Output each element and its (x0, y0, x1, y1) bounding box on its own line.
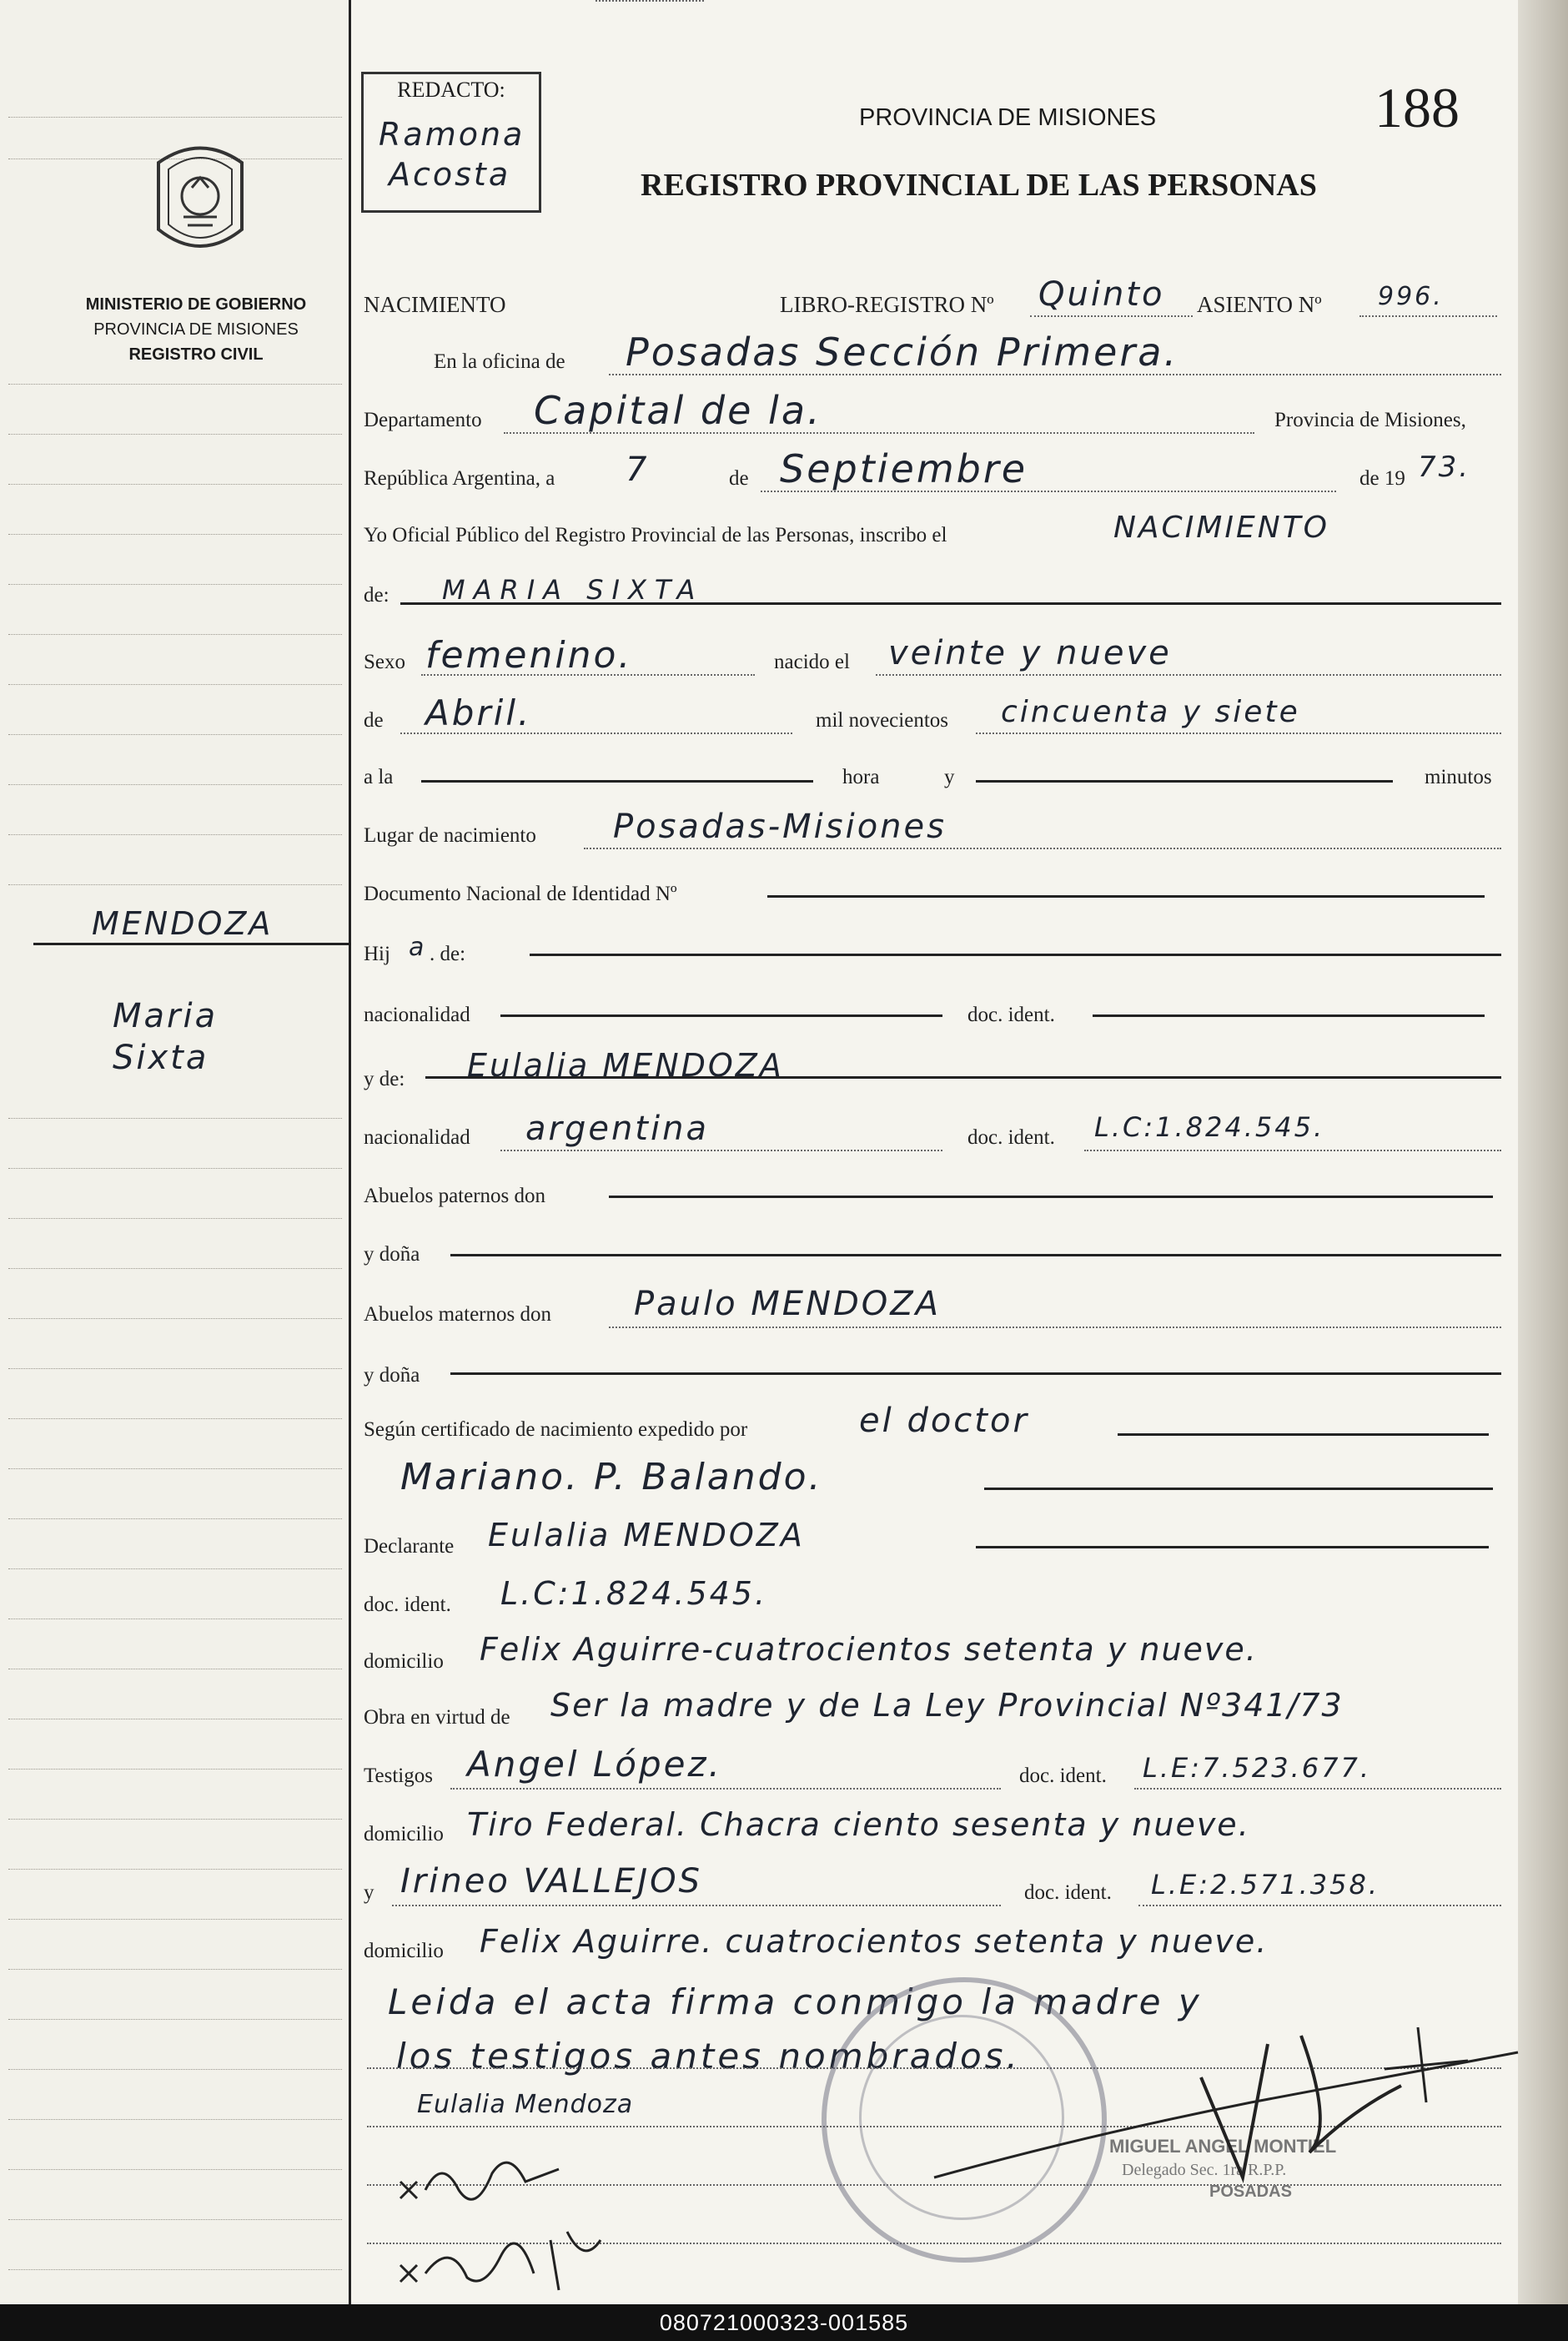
doc4-label: doc. ident. (1019, 1765, 1107, 1787)
yo-label: Yo Oficial Público del Registro Provincial de las Personas, inscribo el (364, 524, 947, 546)
signature-witnesses-icon (392, 2123, 667, 2304)
margin-surname: MENDOZA (92, 905, 274, 942)
redacto-box (361, 72, 541, 213)
provincia-label: Provincia de Misiones, (1274, 409, 1466, 431)
closing-line-2: los testigos antes nombrados. (396, 2036, 1021, 2077)
y-label: y (944, 766, 955, 788)
year-value: 73. (1418, 451, 1471, 484)
domicilio1-label: domicilio (364, 1650, 444, 1673)
domicilio3-value: Felix Aguirre. cuatrocientos setenta y nueve. (480, 1923, 1269, 1960)
y2-label: y (364, 1881, 374, 1904)
libro-value: Quinto (1038, 275, 1165, 314)
doc2-label: doc. ident. (967, 1126, 1055, 1149)
redacto-label: REDACTO: (397, 78, 505, 102)
mil-label: mil novecientos (816, 709, 948, 732)
domicilio1-value: Felix Aguirre-cuatrocientos setenta y nueve. (480, 1631, 1258, 1668)
dni-label: Documento Nacional de Identidad Nº (364, 883, 677, 905)
de-label: de (729, 467, 749, 490)
signature-official-icon (917, 2011, 1551, 2236)
closing-line-1: Leida el acta firma conmigo la madre y (388, 1981, 1203, 2022)
doc3-value: L.C:1.824.545. (500, 1575, 768, 1612)
scan-caption: 080721000323-001585 (0, 2304, 1568, 2341)
doc5-value: L.E:2.571.358. (1151, 1869, 1380, 1900)
redacto-name-2: Acosta (389, 156, 511, 193)
oficina-value: Posadas Sección Primera. (626, 330, 1179, 375)
abuelos-m-label: Abuelos maternos don (364, 1303, 551, 1326)
de2-label: de: (364, 584, 389, 607)
yde-label: y de: (364, 1068, 405, 1090)
segun-label: Según certificado de nacimiento expedido por (364, 1418, 748, 1441)
doc5-label: doc. ident. (1024, 1881, 1112, 1904)
redacto-name-1: Ramona (379, 116, 525, 153)
republica-label: República Argentina, a (364, 467, 555, 490)
official-city: POSADAS (1209, 2182, 1292, 2201)
ministry-line-3: REGISTRO CIVIL (128, 345, 264, 364)
libro-label: LIBRO-REGISTRO Nº (780, 292, 994, 317)
official-name: MIGUEL ANGEL MONTIEL (1109, 2136, 1337, 2157)
oficina-label: En la oficina de (434, 350, 565, 373)
anio-nac-value: cincuenta y siete (1001, 695, 1300, 729)
ministry-line-1: MINISTERIO DE GOBIERNO (85, 295, 307, 314)
a-la-label: a la (364, 766, 394, 788)
month-value: Septiembre (780, 446, 1028, 491)
nombre-value: MARIA SIXTA (442, 574, 704, 606)
nacido-value: veinte y nueve (888, 634, 1172, 672)
hijo-label-a: Hij (364, 943, 390, 965)
page-edge (1518, 0, 1568, 2304)
day-value: 7 (626, 451, 650, 489)
lugar-value: Posadas-Misiones (613, 808, 947, 846)
departamento-label: Departamento (364, 409, 482, 431)
domicilio2-label: domicilio (364, 1823, 444, 1845)
ministry-line-2: PROVINCIA DE MISIONES (93, 320, 299, 339)
ydona2-label: y doña (364, 1364, 420, 1387)
doc2-value: L.C:1.824.545. (1094, 1111, 1325, 1143)
year-label: de 19 (1359, 467, 1405, 490)
domicilio2-value: Tiro Federal. Chacra ciento sesenta y nueve. (467, 1806, 1250, 1843)
hijo-label-b: . de: (430, 943, 466, 965)
doc4-value: L.E:7.523.677. (1143, 1752, 1372, 1784)
nac1-label: nacionalidad (364, 1004, 470, 1026)
official-role: Delegado Sec. 1ra R.P.P. (1122, 2161, 1287, 2179)
testigo1-value: Angel López. (467, 1744, 722, 1785)
ministry-heading (58, 292, 334, 367)
margin-given-1: Maria (113, 997, 219, 1035)
margin-given-2: Sixta (113, 1039, 209, 1077)
abuelos-p-label: Abuelos paternos don (364, 1185, 546, 1207)
signature-mother: Eulalia Mendoza (417, 2090, 634, 2119)
hijo-value: a (409, 933, 427, 962)
declarante-label: Declarante (364, 1535, 455, 1558)
sexo-value: femenino. (425, 634, 633, 677)
declarante-value: Eulalia MENDOZA (488, 1517, 805, 1553)
domicilio3-label: domicilio (364, 1940, 444, 1962)
nac2-value: argentina (525, 1110, 709, 1148)
ydona1-label: y doña (364, 1243, 420, 1266)
de3-label: de (364, 709, 384, 732)
registry-title: REGISTRO PROVINCIAL DE LAS PERSONAS (641, 168, 1317, 203)
madre-value: Eulalia MENDOZA (467, 1047, 784, 1084)
doctor-value: Mariano. P. Balando. (400, 1456, 823, 1498)
acto-value: NACIMIENTO (1113, 511, 1329, 545)
doc3-label: doc. ident. (364, 1593, 451, 1616)
mes-nac-value: Abril. (425, 692, 532, 733)
type-label: NACIMIENTO (364, 292, 506, 317)
abuelos-m-value: Paulo MENDOZA (634, 1285, 942, 1323)
doc1-label: doc. ident. (967, 1004, 1055, 1026)
sexo-label: Sexo (364, 651, 405, 673)
lugar-label: Lugar de nacimiento (364, 824, 536, 847)
obra-value: Ser la madre y de La Ley Provincial Nº341/73 (550, 1687, 1344, 1724)
asiento-label: ASIENTO Nº (1197, 292, 1322, 317)
hora-label: hora (842, 766, 880, 788)
departamento-value: Capital de la. (534, 388, 822, 433)
minutos-label: minutos (1425, 766, 1492, 788)
nacido-label: nacido el (774, 651, 850, 673)
asiento-value: 996. (1378, 282, 1444, 311)
nac2-label: nacionalidad (364, 1126, 470, 1149)
province-seal-icon (142, 138, 259, 271)
province-title: PROVINCIA DE MISIONES (859, 104, 1157, 131)
segun-value: el doctor (859, 1402, 1029, 1440)
testigos-label: Testigos (364, 1765, 433, 1787)
obra-label: Obra en virtud de (364, 1706, 510, 1729)
page-number: 188 (1375, 76, 1460, 139)
testigo2-value: Irineo VALLEJOS (400, 1862, 703, 1900)
